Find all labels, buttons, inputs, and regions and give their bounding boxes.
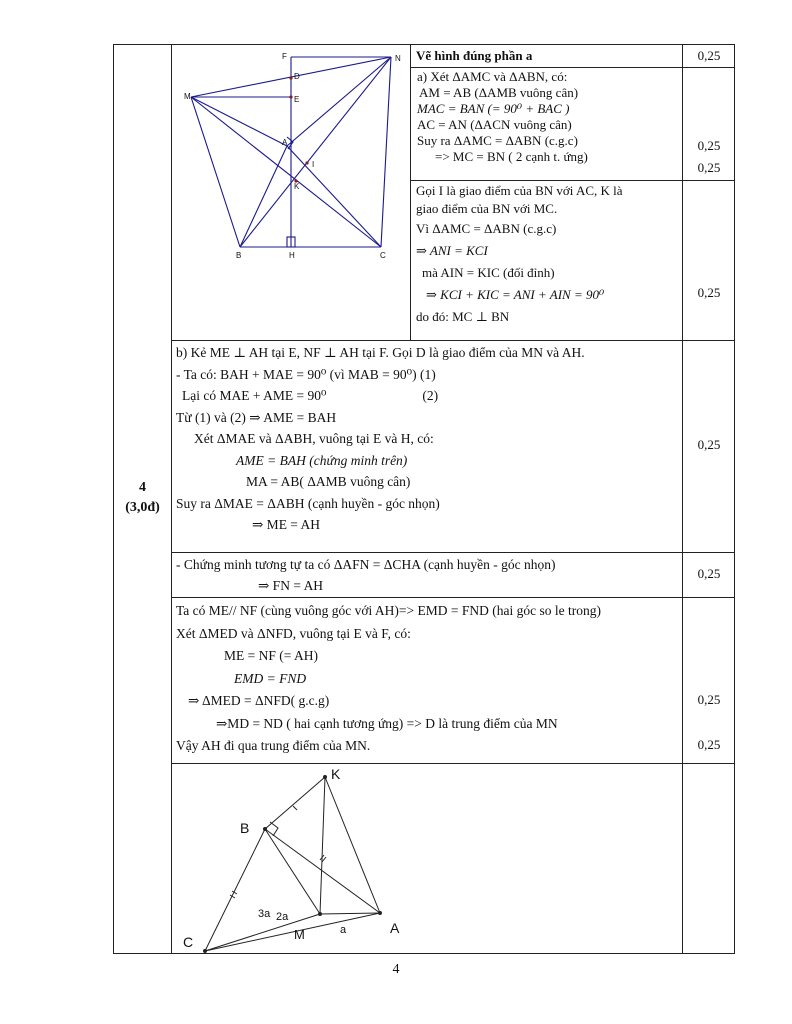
line: ⇒ KCI + KIC = ANI + AIN = 90⁰ <box>426 287 605 302</box>
part-b-proof-3 <box>176 600 601 758</box>
fig2-side-3a-text: 3a <box>258 908 271 920</box>
fig1-label-i: I <box>312 160 315 169</box>
fig1-label-f: F <box>282 52 287 61</box>
line: mà AIN = KIC (đối đỉnh) <box>422 265 555 280</box>
question-label <box>114 478 171 518</box>
question-points: (3,0đ) <box>125 500 160 515</box>
fig2-label-a: A <box>390 920 400 936</box>
fig1-label-b: B <box>236 251 242 260</box>
draw-figure-text: Vẽ hình đúng phần a <box>416 48 533 63</box>
part-b-proof-2 <box>176 554 556 596</box>
line: ME = NF (= AH) <box>224 648 318 663</box>
line: AC = AN (ΔACN vuông cân) <box>417 117 572 132</box>
line: Vì ΔAMC = ΔABN (c.g.c) <box>416 221 557 236</box>
line: Xét ΔMED và ΔNFD, vuông tại E và F, có: <box>176 625 411 641</box>
line: a) Xét ΔAMC và ΔABN, có: <box>417 69 568 84</box>
fig1-label-c: C <box>380 251 386 260</box>
fig2-side-2a: 2a <box>276 911 289 923</box>
line: ⇒ ANI = KCI <box>416 243 488 258</box>
page-number: 4 <box>392 962 400 977</box>
answer-table <box>113 44 735 954</box>
figure-1 <box>174 49 408 261</box>
line: => MC = BN ( 2 cạnh t. ứng) <box>435 149 588 164</box>
fig2-side-a: a <box>340 924 347 936</box>
line: Gọi I là giao điểm của BN với AC, K là <box>416 183 623 198</box>
score-a2: 0,25 <box>697 285 721 300</box>
fig1-label-k: K <box>294 182 300 191</box>
line: ⇒ ME = AH <box>252 517 321 532</box>
row-divider <box>171 763 734 764</box>
row-divider <box>171 597 734 598</box>
line: Suy ra ΔMAE = ΔABH (cạnh huyền - góc nhọn) <box>176 495 440 511</box>
fig1-label-a: A <box>282 138 288 147</box>
fig1-label-n: N <box>395 54 401 63</box>
line: b) Kẻ ME ⊥ AH tại E, NF ⊥ AH tại F. Gọi D là giao điểm của MN và AH. <box>176 345 585 360</box>
line: MA = AB( ΔAMB vuông cân) <box>246 474 411 489</box>
line: - Ta có: BAH + MAE = 90⁰ (vì MAB = 90⁰) (1) <box>176 366 436 382</box>
line: giao điểm của BN với MC. <box>416 201 558 216</box>
score-draw: 0,25 <box>697 48 721 63</box>
col-divider-2 <box>410 45 411 340</box>
line: - Chứng minh tương tự ta có ΔAFN = ΔCHA (cạnh huyền - góc nhọn) <box>176 557 556 572</box>
line: ⇒ ΔMED = ΔNFD( g.c.g) <box>188 693 330 708</box>
line: Từ (1) và (2) ⇒ AME = BAH <box>176 409 337 425</box>
fig2-label-b: B <box>240 820 250 836</box>
score-b1: 0,25 <box>697 437 721 452</box>
line: EMD = FND <box>234 670 307 686</box>
fig2-label-c-text: C <box>183 934 194 950</box>
line: do đó: MC ⊥ BN <box>416 309 510 324</box>
line: AME = BAH (chứng minh trên) <box>236 452 408 468</box>
line: ⇒MD = ND ( hai cạnh tương ứng) => D là trung điểm của MN <box>216 715 558 731</box>
line: MAC = BAN (= 90⁰ + BAC ) <box>417 101 570 116</box>
fig2-label-k: K <box>331 767 341 782</box>
question-number: 4 <box>139 480 146 495</box>
col-divider-3 <box>682 45 683 953</box>
line: Vậy AH đi qua trung điểm của MN. <box>176 738 371 753</box>
row-divider <box>171 552 734 553</box>
score-b3-1: 0,25 <box>697 692 721 707</box>
part-b-proof-1 <box>176 342 585 536</box>
text: Lại có MAE + AME = 90⁰ <box>182 388 327 403</box>
figure-2 <box>180 767 430 953</box>
part-a-proof-1 <box>417 69 588 165</box>
line: AM = AB (ΔAMB vuông cân) <box>419 85 579 100</box>
line: Xét ΔMAE và ΔABH, vuông tại E và H, có: <box>194 431 434 446</box>
row-divider <box>410 67 734 68</box>
fig1-label-m: M <box>184 92 191 101</box>
score-a1-1: 0,25 <box>697 138 721 153</box>
text: (2) <box>422 388 439 403</box>
score-b3-2: 0,25 <box>697 737 721 752</box>
line: Ta có ME// NF (cùng vuông góc với AH)=> EMD = FND (hai góc so le trong) <box>176 603 601 618</box>
score-b2: 0,25 <box>697 566 721 581</box>
fig1-label-e: E <box>294 95 300 104</box>
fig2-label-m: M <box>294 927 305 942</box>
line: ⇒ FN = AH <box>258 578 324 593</box>
col-divider-1 <box>171 45 172 953</box>
row-divider <box>171 340 734 341</box>
row-divider <box>410 180 734 181</box>
fig1-label-d: D <box>294 72 300 81</box>
line: Suy ra ΔAMC = ΔABN (c.g.c) <box>417 133 578 148</box>
fig1-label-h: H <box>289 251 295 260</box>
part-a-proof-2 <box>416 182 623 328</box>
score-a1-2: 0,25 <box>697 160 721 175</box>
line <box>176 385 585 407</box>
